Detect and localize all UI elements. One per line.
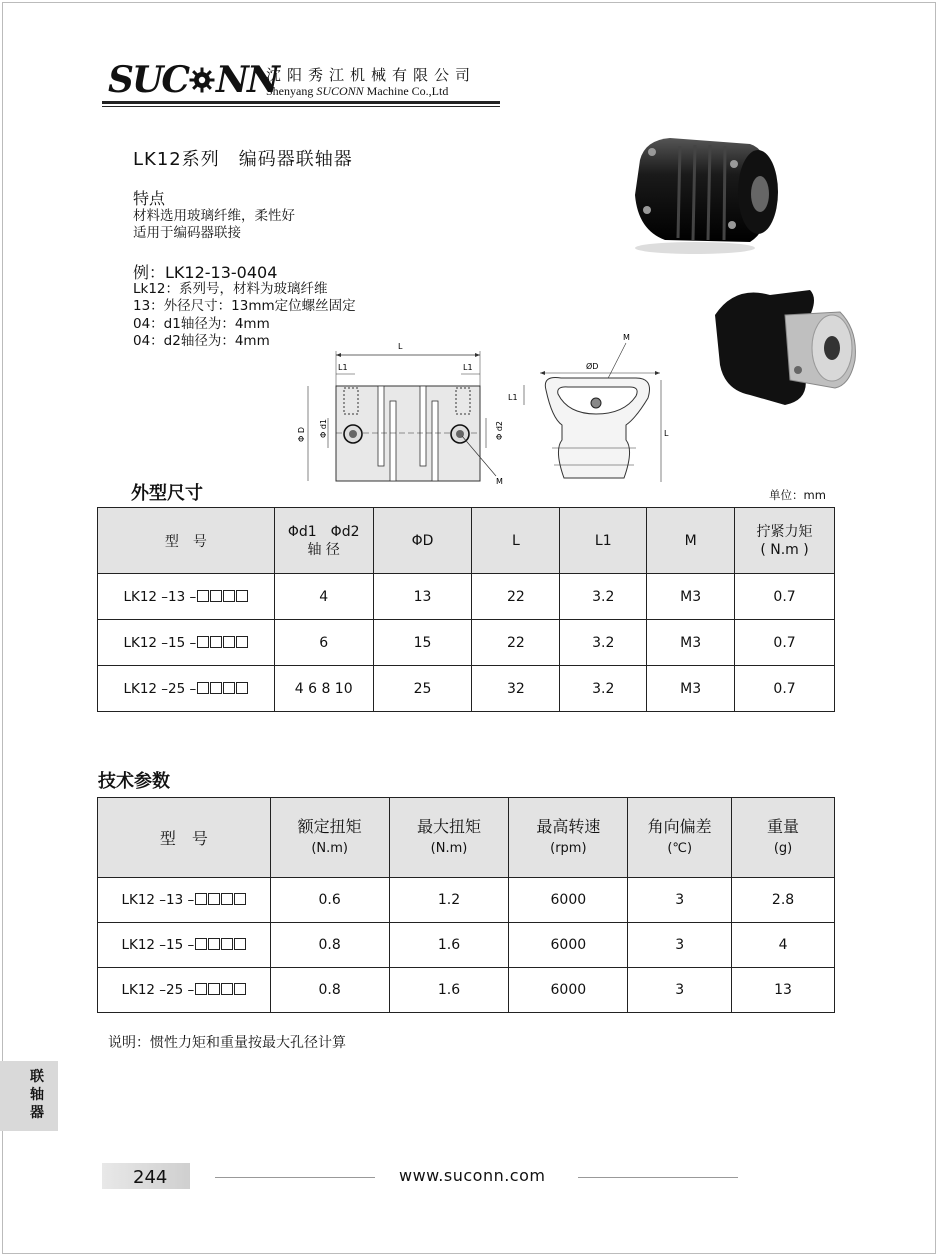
example-line-1: Lk12：系列号，材料为玻璃纤维 [133, 281, 328, 297]
placeholder-box [208, 983, 220, 995]
tech-header-rated-unit: (N.m) [311, 840, 348, 856]
table-header-row [98, 508, 835, 574]
placeholder-box [195, 893, 207, 905]
M-cell: M3 [647, 620, 735, 666]
front-dim-phiD: ØD [586, 362, 599, 371]
placeholder-box [236, 636, 248, 648]
dim-label-L1-right: L1 [463, 363, 473, 372]
max-speed-cell: 6000 [509, 878, 628, 923]
front-view-drawing [506, 330, 681, 490]
L-cell: 22 [472, 574, 560, 620]
placeholder-box [221, 983, 233, 995]
rated-torque-cell: 0.6 [270, 878, 389, 923]
header-shaft [274, 508, 373, 574]
model-code: LK12 –15 – [123, 634, 197, 651]
tech-header-weight [732, 798, 835, 878]
tech-table [97, 797, 835, 1013]
placeholder-box [234, 893, 246, 905]
weight-cell: 2.8 [732, 878, 835, 923]
max-speed-cell: 6000 [509, 968, 628, 1013]
placeholder-box [197, 636, 209, 648]
footer-rule-right [578, 1177, 738, 1178]
front-dim-L1: L1 [508, 393, 518, 402]
dim-label-L: L [398, 342, 403, 351]
D-cell: 13 [373, 574, 472, 620]
footnote: 说明：惯性力矩和重量按最大孔径计算 [108, 1035, 346, 1051]
placeholder-box [234, 983, 246, 995]
header-L: L [472, 508, 560, 574]
shaft-cell: 4 6 8 10 [274, 666, 373, 712]
D-cell: 25 [373, 666, 472, 712]
placeholder-box [210, 590, 222, 602]
placeholder-box [210, 682, 222, 694]
tech-header-rated-label: 额定扭矩 [297, 816, 362, 836]
model-cell [98, 574, 275, 620]
company-name-cn: 沈阳秀江机械有限公司 [266, 66, 477, 84]
rated-torque-cell: 0.8 [270, 923, 389, 968]
tech-title: 技术参数 [98, 771, 170, 792]
tech-header-speed-label: 最高转速 [536, 816, 601, 836]
example-line-2: 13：外径尺寸：13mm定位螺丝固定 [133, 298, 356, 314]
unit-label: 单位：mm [769, 488, 826, 502]
model-code: LK12 –25 – [123, 680, 197, 697]
side-tab [0, 1061, 58, 1131]
table-row [98, 968, 835, 1013]
model-code: LK12 –15 – [121, 937, 195, 953]
company-en-brand: SUCONN [316, 84, 364, 98]
placeholder-box [195, 938, 207, 950]
example-line-3: 04：d1轴径为：4mm [133, 316, 270, 332]
angular-cell: 3 [628, 923, 732, 968]
shaft-cell: 4 [274, 574, 373, 620]
placeholder-box [223, 682, 235, 694]
header-rule [102, 101, 500, 104]
company-en-suffix: Machine Co.,Ltd [366, 84, 449, 98]
table-row [98, 666, 835, 712]
L-cell: 22 [472, 620, 560, 666]
L1-cell: 3.2 [560, 620, 647, 666]
model-cell [98, 923, 271, 968]
series-title: LK12系列 编码器联轴器 [133, 149, 353, 170]
header-torque-line1: 拧紧力矩 [756, 523, 813, 540]
page-number: 244 [133, 1167, 168, 1188]
placeholder-box [236, 590, 248, 602]
dim-label-d2: Φ d2 [495, 420, 504, 440]
dim-label-M: M [496, 477, 503, 486]
coupling-photo-alu [690, 280, 860, 410]
gear-logo-icon [189, 67, 215, 93]
placeholder-box [210, 636, 222, 648]
angular-cell: 3 [628, 968, 732, 1013]
L1-cell: 3.2 [560, 574, 647, 620]
max-speed-cell: 6000 [509, 923, 628, 968]
side-tab-label: 联轴器 [30, 1069, 44, 1121]
tech-header-rated [270, 798, 389, 878]
tech-header-max [389, 798, 509, 878]
placeholder-box [221, 938, 233, 950]
model-cell [98, 968, 271, 1013]
header-rule-thin [102, 106, 500, 107]
L-cell: 32 [472, 666, 560, 712]
model-cell [98, 666, 275, 712]
front-dim-M: M [623, 333, 630, 342]
tech-header-speed-unit: (rpm) [550, 840, 587, 856]
dimensions-title: 外型尺寸 [131, 483, 203, 504]
dimensions-table [97, 507, 835, 712]
feature-line-2: 适用于编码器联接 [133, 225, 241, 241]
placeholder-box [221, 893, 233, 905]
max-torque-cell: 1.6 [389, 968, 509, 1013]
header-L1: L1 [560, 508, 647, 574]
angular-cell: 3 [628, 878, 732, 923]
tech-header-weight-unit: (g) [773, 840, 793, 856]
header-torque [735, 508, 835, 574]
features-title: 特点 [133, 189, 166, 208]
placeholder-box [234, 938, 246, 950]
feature-line-1: 材料选用玻璃纤维，柔性好 [133, 208, 295, 224]
shaft-cell: 6 [274, 620, 373, 666]
dim-label-L1-left: L1 [338, 363, 348, 372]
tech-header-speed [509, 798, 628, 878]
side-view-drawing [290, 336, 512, 492]
company-logo [108, 60, 278, 100]
tech-header-max-unit: (N.m) [430, 840, 468, 856]
placeholder-box [223, 590, 235, 602]
torque-cell: 0.7 [735, 574, 835, 620]
company-en-prefix: Shenyang [266, 84, 314, 98]
model-code: LK12 –25 – [121, 982, 195, 998]
tech-header-weight-label: 重量 [767, 816, 800, 836]
dim-label-d1: Φ d1 [319, 418, 328, 438]
header-shaft-line1: Φd1 Φd2 [287, 523, 360, 540]
placeholder-box [195, 983, 207, 995]
model-code: LK12 –13 – [121, 892, 195, 908]
logo-text-left: SUC [108, 59, 189, 101]
front-dim-L: L [664, 429, 669, 438]
company-name-en [266, 84, 448, 99]
weight-cell: 4 [732, 923, 835, 968]
model-cell [98, 878, 271, 923]
table-row [98, 923, 835, 968]
tech-header-row [98, 798, 835, 878]
table-row [98, 574, 835, 620]
header-D: ΦD [373, 508, 472, 574]
logo-text-right: NN [216, 59, 278, 101]
tech-header-max-label: 最大扭矩 [416, 816, 481, 836]
table-row [98, 620, 835, 666]
placeholder-box [236, 682, 248, 694]
website-url: www.suconn.com [399, 1166, 546, 1185]
example-line-4: 04：d2轴径为：4mm [133, 333, 270, 349]
dim-label-phiD: Φ D [297, 427, 306, 442]
weight-cell: 13 [732, 968, 835, 1013]
max-torque-cell: 1.6 [389, 923, 509, 968]
header-model: 型 号 [98, 508, 275, 574]
placeholder-box [197, 682, 209, 694]
torque-cell: 0.7 [735, 666, 835, 712]
header-M: M [647, 508, 735, 574]
M-cell: M3 [647, 574, 735, 620]
header-shaft-line2: 轴 径 [307, 541, 340, 558]
model-cell [98, 620, 275, 666]
placeholder-box [197, 590, 209, 602]
rated-torque-cell: 0.8 [270, 968, 389, 1013]
header-torque-line2: ( N.m ) [760, 541, 809, 558]
placeholder-box [208, 938, 220, 950]
D-cell: 15 [373, 620, 472, 666]
placeholder-box [208, 893, 220, 905]
model-code: LK12 –13 – [123, 588, 197, 605]
tech-header-model: 型 号 [98, 798, 271, 878]
table-row [98, 878, 835, 923]
M-cell: M3 [647, 666, 735, 712]
tech-header-angular-unit: (℃) [667, 840, 693, 856]
example-title: 例：LK12-13-0404 [133, 263, 278, 282]
placeholder-box [223, 636, 235, 648]
footer-rule-left [215, 1177, 375, 1178]
tech-header-angular-label: 角向偏差 [647, 816, 712, 836]
coupling-photo-black [620, 130, 800, 260]
torque-cell: 0.7 [735, 620, 835, 666]
L1-cell: 3.2 [560, 666, 647, 712]
max-torque-cell: 1.2 [389, 878, 509, 923]
tech-header-angular [628, 798, 732, 878]
